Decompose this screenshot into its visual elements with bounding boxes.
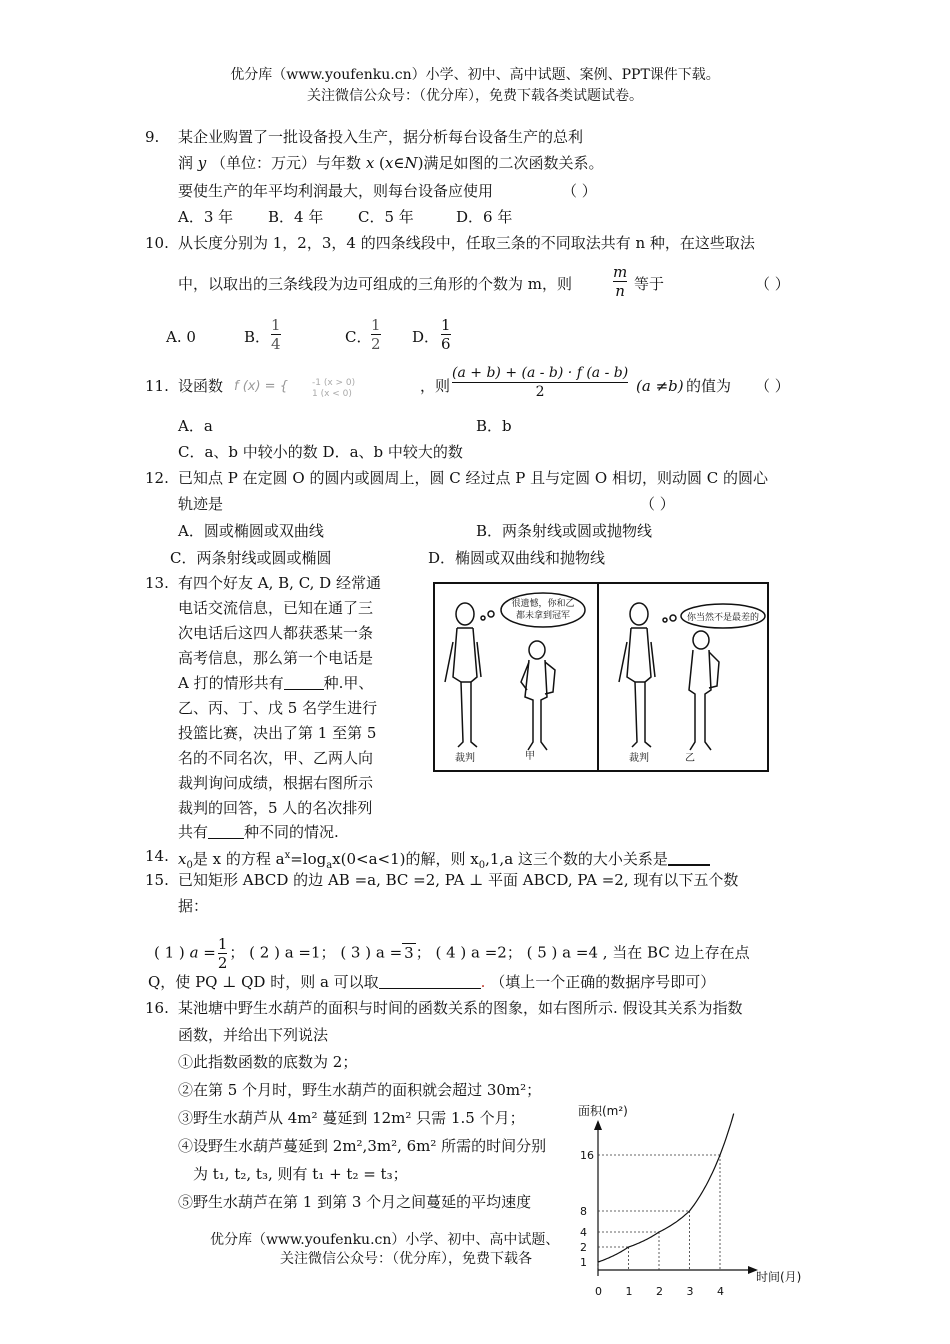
- q10-option-b: B．: [244, 328, 271, 346]
- q12-line2: 轨迹是: [178, 495, 224, 513]
- q11-piecewise-function-image: [232, 374, 424, 400]
- y-tick-label: 2: [580, 1241, 587, 1254]
- q14-text-4: ,1,a 这三个数的大小关系是: [485, 850, 668, 868]
- q9-line2: 润 y （单位：万元）与年数 x (x∈N)满足如图的二次函数关系。: [178, 154, 604, 172]
- q15-fraction-1-2: $\frac{1}{2}$: [217, 935, 228, 972]
- q15-number: 15.: [145, 871, 169, 889]
- q11-expression-fraction: $\frac{(a + b) + (a - b) \cdot f (a - b)}{2}$: [452, 365, 629, 400]
- y-tick-label: 1: [580, 1256, 587, 1269]
- q9-option-b: B．4 年: [268, 208, 324, 226]
- q13-number: 13.: [145, 574, 169, 592]
- q9-option-d: D．6 年: [456, 208, 513, 226]
- q13-line6: 乙、丙、丁、戊 5 名学生进行: [178, 699, 378, 717]
- q15-line4-a: Q，使 PQ ⊥ QD 时，则 a 可以取: [148, 973, 379, 991]
- q13-line10: 裁判的回答，5 人的名次排列: [178, 799, 373, 817]
- page-footer-line1: 优分库（www.youfenku.cn）小学、初中、高中试题、: [210, 1232, 560, 1248]
- q16-statement-2: ②在第 5 个月时，野生水葫芦的面积就会超过 30m²；: [178, 1081, 542, 1099]
- q11-number: 11.: [145, 377, 169, 395]
- q13-line11-text: 共有: [178, 823, 209, 841]
- page-footer-line2: 关注微信公众号：（优分库），免费下载各: [280, 1251, 532, 1267]
- q14-text-1: 是 x 的方程 a: [192, 850, 285, 868]
- q12-option-b: B．两条射线或圆或抛物线: [476, 522, 653, 540]
- chart-y-axis-label: 面积(m²): [578, 1104, 628, 1118]
- q9-bracket: （ ）: [562, 182, 597, 200]
- y-axis-arrow: [594, 1120, 602, 1130]
- q13-answer-blank-2[interactable]: [208, 824, 244, 839]
- q12-bracket: （ ）: [640, 495, 675, 513]
- q16-statement-4b: 为 t₁, t₂, t₃, 则有 t₁ + t₂ = t₃；: [193, 1165, 408, 1183]
- q10-option-a: A. 0: [166, 328, 196, 346]
- q15-sqrt3: 3: [404, 943, 414, 962]
- chart-guides: [598, 1155, 720, 1270]
- y-tick-label: 8: [580, 1205, 587, 1218]
- q14-text-2: =log: [290, 850, 327, 868]
- svg-text:1 (x < 0): 1 (x < 0): [312, 389, 352, 399]
- bubble2-text: 你当然不是最差的: [686, 613, 760, 623]
- x-tick-label: 1: [625, 1285, 633, 1298]
- q10-number: 10.: [145, 234, 169, 252]
- y-tick-label: 4: [580, 1226, 587, 1239]
- q15-answer-blank[interactable]: [379, 974, 481, 989]
- q14-line: $x_0$是 x 的方程 $a^x=\log_ax(0<a<1)$的解，则 $x_0,1,a$ 这三个数的大小关系是: [178, 846, 710, 876]
- q11-condition: (a ≠b): [636, 377, 684, 395]
- svg-text:f (x) = {: f (x) = {: [234, 379, 288, 394]
- chart-curve: [598, 1114, 734, 1262]
- q11-option-cd: C．a、b 中较小的数 D．a、b 中较大的数: [178, 443, 463, 461]
- q16-exponential-chart: [560, 1100, 830, 1300]
- q9-option-c: C．5 年: [358, 208, 414, 226]
- chart-ticks: [580, 1149, 724, 1298]
- q11-option-a: A．a: [178, 417, 213, 435]
- q9-number: 9.: [145, 128, 160, 146]
- q15-line3: ( 1 ) a = $\frac{1}{2}$ ； ( 2 ) a =1； ( 3 ) a = 3 ； ( 4 ) a =2； ( 5 ) a =4 , 当在 BC 边上存在点: [154, 935, 750, 972]
- q13-line4: 高考信息，那么第一个电话是: [178, 649, 374, 667]
- y-tick-label: 16: [580, 1149, 594, 1162]
- chart-x-axis-label: 时间(月): [756, 1270, 802, 1284]
- q15-line4-b: （填上一个正确的数据序号即可）: [490, 973, 716, 991]
- q10-bracket: （ ）: [755, 275, 790, 293]
- q10-option-c: C．: [345, 328, 372, 346]
- q13-line5-end: 种.甲、: [323, 674, 374, 692]
- svg-text:-1 (x > 0): -1 (x > 0): [312, 378, 356, 388]
- q9-option-a: A．3 年: [178, 208, 234, 226]
- q10-fraction-m-n: $\frac{m}{n}$: [613, 263, 628, 300]
- q16-statement-3: ③野生水葫芦从 4m² 蔓延到 12m² 只需 1.5 个月；: [178, 1109, 525, 1127]
- q13-line9: 裁判询问成绩，根据右图所示: [178, 774, 374, 792]
- q15-line2: 据：: [178, 897, 209, 915]
- q15-line3-mid: ； ( 2 ) a =1； ( 3 ) a =: [229, 943, 403, 962]
- q13-line5: [178, 673, 373, 693]
- q13-line11: [178, 822, 339, 842]
- q15-line3-end: ； ( 4 ) a =2； ( 5 ) a =4 , 当在 BC 边上存在点: [415, 943, 750, 962]
- q10-fraction-1-2: $\frac{1}{2}$: [371, 316, 381, 353]
- q9-line2-b: （单位：万元）与年数: [211, 154, 362, 172]
- q16-statement-4a: ④设野生水葫芦蔓延到 2m²,3m², 6m² 所需的时间分别: [178, 1137, 547, 1155]
- q11-line1-b: ，则: [420, 377, 451, 395]
- q13-line3: 次电话后这四人都获悉某一条: [178, 624, 374, 642]
- q13-line5-text: A 打的情形共有: [178, 674, 284, 692]
- x-tick-label: 4: [717, 1285, 724, 1298]
- q13-line2: 电话交流信息，已知在通了三: [178, 599, 374, 617]
- x-tick-label: 3: [686, 1285, 694, 1298]
- q13-line1: 有四个好友 A, B, C, D 经常通: [178, 574, 381, 592]
- label-yi: 乙: [685, 753, 695, 764]
- q13-line11-end: 种不同的情况.: [244, 823, 339, 841]
- q10-fraction-1-6: $\frac{1}{6}$: [441, 316, 451, 353]
- q10-fraction-1-4: $\frac{1}{4}$: [271, 316, 281, 353]
- q11-line1-a: 设函数: [178, 377, 224, 395]
- q12-option-c: C．两条射线或圆或椭圆: [170, 549, 332, 567]
- label-judge-2: 裁判: [629, 753, 649, 764]
- q13-cartoon-figure: [433, 582, 769, 772]
- q12-option-a: A．圆或椭圆或双曲线: [178, 522, 324, 540]
- q13-line7: 投篮比赛，决出了第 1 至第 5: [178, 724, 377, 742]
- page-header-line2: 关注微信公众号：（优分库），免费下载各类试题试卷。: [307, 88, 643, 104]
- q11-line1-c: 的值为: [686, 377, 732, 395]
- x-tick-label: 0: [595, 1285, 602, 1298]
- q15-line4: Q，使 PQ ⊥ QD 时，则 a 可以取 . （填上一个正确的数据序号即可）: [148, 973, 716, 991]
- q10-option-d: D．: [412, 328, 440, 346]
- q14-number: 14.: [145, 847, 169, 865]
- q16-number: 16.: [145, 999, 169, 1017]
- label-jia: 甲: [525, 751, 535, 762]
- q13-answer-blank-1[interactable]: [284, 675, 324, 690]
- q9-line2-a: 润: [178, 154, 194, 172]
- q15-line1: 已知矩形 ABCD 的边 AB =a, BC =2, PA ⊥ 平面 ABCD, PA =2, 现有以下五个数: [178, 871, 739, 889]
- label-judge-1: 裁判: [455, 753, 475, 764]
- q9-line3: 要使生产的年平均利润最大，则每台设备应使用: [178, 182, 494, 200]
- q10-line2: 中，以取出的三条线段为边可组成的三角形的个数为 m，则: [178, 275, 572, 293]
- q16-statement-1: ①此指数函数的底数为 2；: [178, 1053, 358, 1071]
- q16-line2: 函数，并给出下列说法: [178, 1026, 329, 1044]
- q12-line1: 已知点 P 在定圆 O 的圆内或圆周上，圆 C 经过点 P 且与定圆 O 相切，则动圆 C 的圆心: [178, 469, 768, 487]
- q12-number: 12.: [145, 469, 169, 487]
- q16-line1: 某池塘中野生水葫芦的面积与时间的函数关系的图象，如右图所示. 假设其关系为指数: [178, 999, 743, 1017]
- q11-option-b: B．b: [476, 417, 512, 435]
- q10-line1: 从长度分别为 1，2，3，4 的四条线段中，任取三条的不同取法共有 n 种，在这些取法: [178, 234, 755, 252]
- q13-line8: 名的不同名次，甲、乙两人向: [178, 749, 374, 767]
- q16-statement-5: ⑤野生水葫芦在第 1 到第 3 个月之间蔓延的平均速度: [178, 1193, 532, 1211]
- page-header-line1: 优分库（www.youfenku.cn）小学、初中、高中试题、案例、PPT课件下载。: [230, 67, 720, 83]
- q9-line1: 某企业购置了一批设备投入生产，据分析每台设备生产的总利: [178, 128, 584, 146]
- bubble1-line1: 很遗憾，你和乙: [511, 599, 575, 609]
- x-tick-label: 2: [656, 1285, 663, 1298]
- q14-text-3: x(0<a<1)的解，则 x: [332, 850, 479, 868]
- q10-line2-end: 等于: [634, 275, 665, 293]
- q11-bracket: （ ）: [755, 377, 790, 395]
- bubble1-line2: 都未拿到冠军: [515, 611, 571, 621]
- q14-answer-blank[interactable]: [668, 850, 710, 866]
- q9-line2-c: 满足如图的二次函数关系。: [423, 154, 604, 172]
- q12-option-d: D．椭圆或双曲线和抛物线: [428, 549, 606, 567]
